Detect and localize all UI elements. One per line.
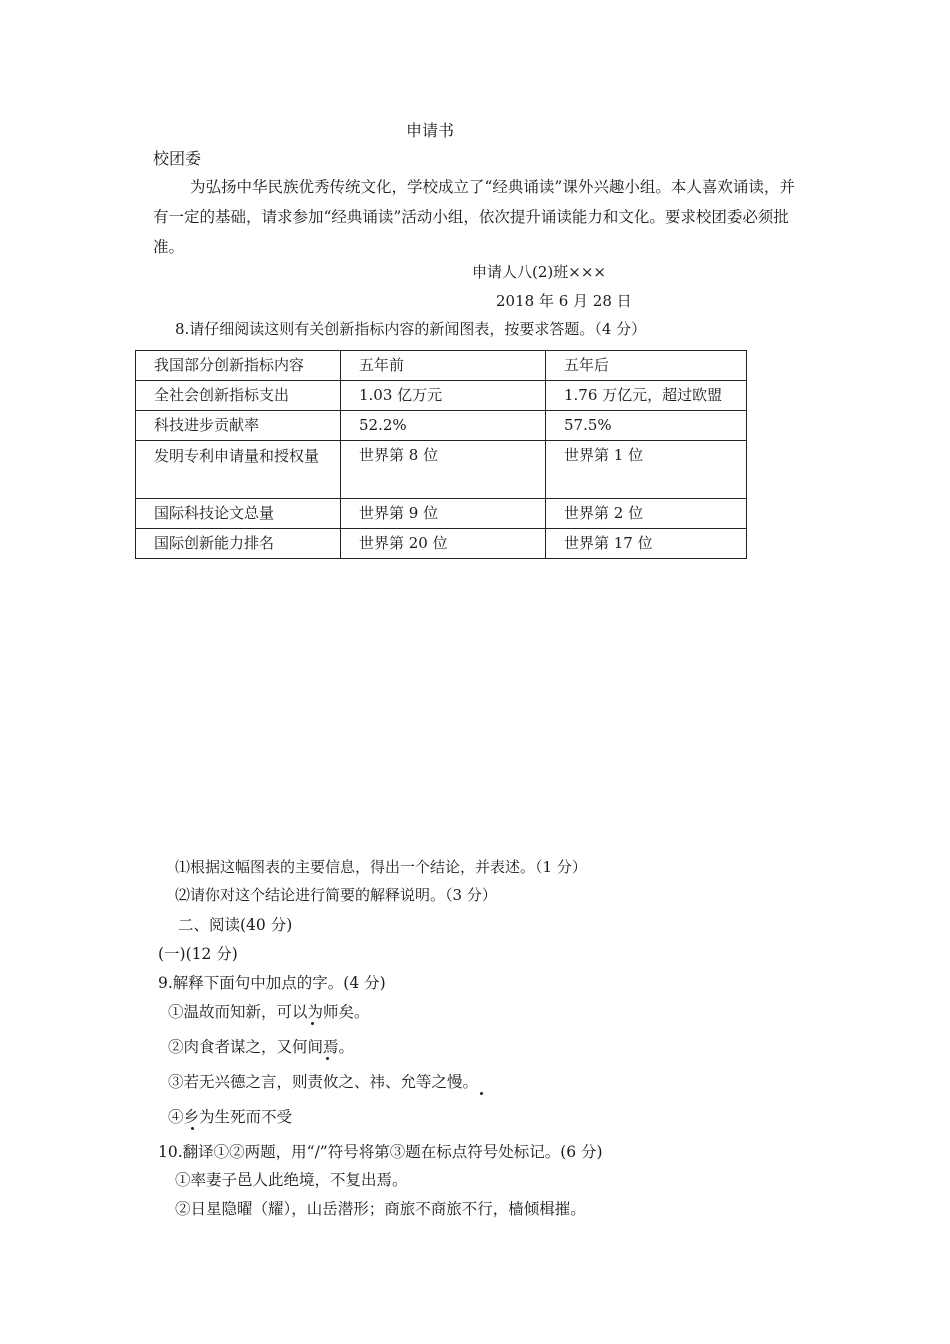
question-9-item: ②肉食者谋之，又何间焉。 xyxy=(168,1038,355,1056)
table-cell: 世界第 20 位 xyxy=(341,529,546,559)
table-row xyxy=(136,529,747,559)
letter-date: 2018 年 6 月 28 日 xyxy=(496,292,632,310)
letter-recipient: 校团委 xyxy=(153,149,202,168)
table-header-cell: 我国部分创新指标内容 xyxy=(136,351,341,381)
question-9-prompt: 9.解释下面句中加点的字。(4 分) xyxy=(158,974,386,992)
table-header-cell: 五年前 xyxy=(341,351,546,381)
table-cell: 52.2% xyxy=(341,411,546,441)
table-header-row xyxy=(136,351,747,381)
letter-title: 申请书 xyxy=(406,121,455,140)
table-cell: 1.03 亿万元 xyxy=(341,381,546,411)
table-cell: 全社会创新指标支出 xyxy=(136,381,341,411)
table-cell: 世界第 1 位 xyxy=(546,441,747,499)
question-10-prompt: 10.翻译①②两题，用“/”符号将第③题在标点符号处标记。(6 分) xyxy=(158,1143,603,1161)
letter-body: 为弘扬中华民族优秀传统文化，学校成立了“经典诵读”课外兴趣小组。本人喜欢诵读，并有一定的基础，请求参加“经典诵读”活动小组，依次提升诵读能力和文化。要求校团委必须批准。 xyxy=(153,178,795,256)
question-9-item: ③若无兴德之言，则责攸之、祎、允等之慢。 xyxy=(168,1073,479,1091)
table-row xyxy=(136,411,747,441)
table-cell: 发明专利申请量和授权量 xyxy=(136,441,341,499)
table-cell: 世界第 2 位 xyxy=(546,499,747,529)
emphasis-dot xyxy=(326,1057,329,1060)
emphasis-dot xyxy=(480,1092,483,1095)
table-row xyxy=(136,381,747,411)
table-cell: 国际创新能力排名 xyxy=(136,529,341,559)
table-header-cell: 五年后 xyxy=(546,351,747,381)
table-cell: 世界第 8 位 xyxy=(341,441,546,499)
emphasis-dot xyxy=(191,1127,194,1130)
question-9-item: ④乡为生死而不受 xyxy=(168,1108,293,1126)
innovation-table xyxy=(135,350,747,559)
table-cell: 世界第 17 位 xyxy=(546,529,747,559)
table-row xyxy=(136,499,747,529)
question-8-sub2: ⑵请你对这个结论进行简要的解释说明。（3 分） xyxy=(175,886,497,904)
table-cell: 国际科技论文总量 xyxy=(136,499,341,529)
question-8-sub1: ⑴根据这幅图表的主要信息，得出一个结论，并表述。（1 分） xyxy=(175,858,587,876)
question-8-prompt: 8.请仔细阅读这则有关创新指标内容的新闻图表，按要求答题。（4 分） xyxy=(175,320,647,338)
question-10-item: ①率妻子邑人此绝境，不复出焉。 xyxy=(175,1171,408,1189)
section-2-part-1: (一)(12 分) xyxy=(158,945,238,963)
letter-signature: 申请人八(2)班××× xyxy=(472,263,606,281)
table-cell: 科技进步贡献率 xyxy=(136,411,341,441)
table-cell: 1.76 万亿元，超过欧盟 xyxy=(546,381,747,411)
section-2-title: 二、阅读(40 分) xyxy=(178,916,293,934)
table-row xyxy=(136,441,747,499)
table-cell: 世界第 9 位 xyxy=(341,499,546,529)
question-9-item: ①温故而知新，可以为师矣。 xyxy=(168,1003,370,1021)
table-cell: 57.5% xyxy=(546,411,747,441)
emphasis-dot xyxy=(311,1022,314,1025)
question-10-item: ②日星隐曜（耀），山岳潜形；商旅不商旅不行，樯倾楫摧。 xyxy=(175,1200,586,1218)
